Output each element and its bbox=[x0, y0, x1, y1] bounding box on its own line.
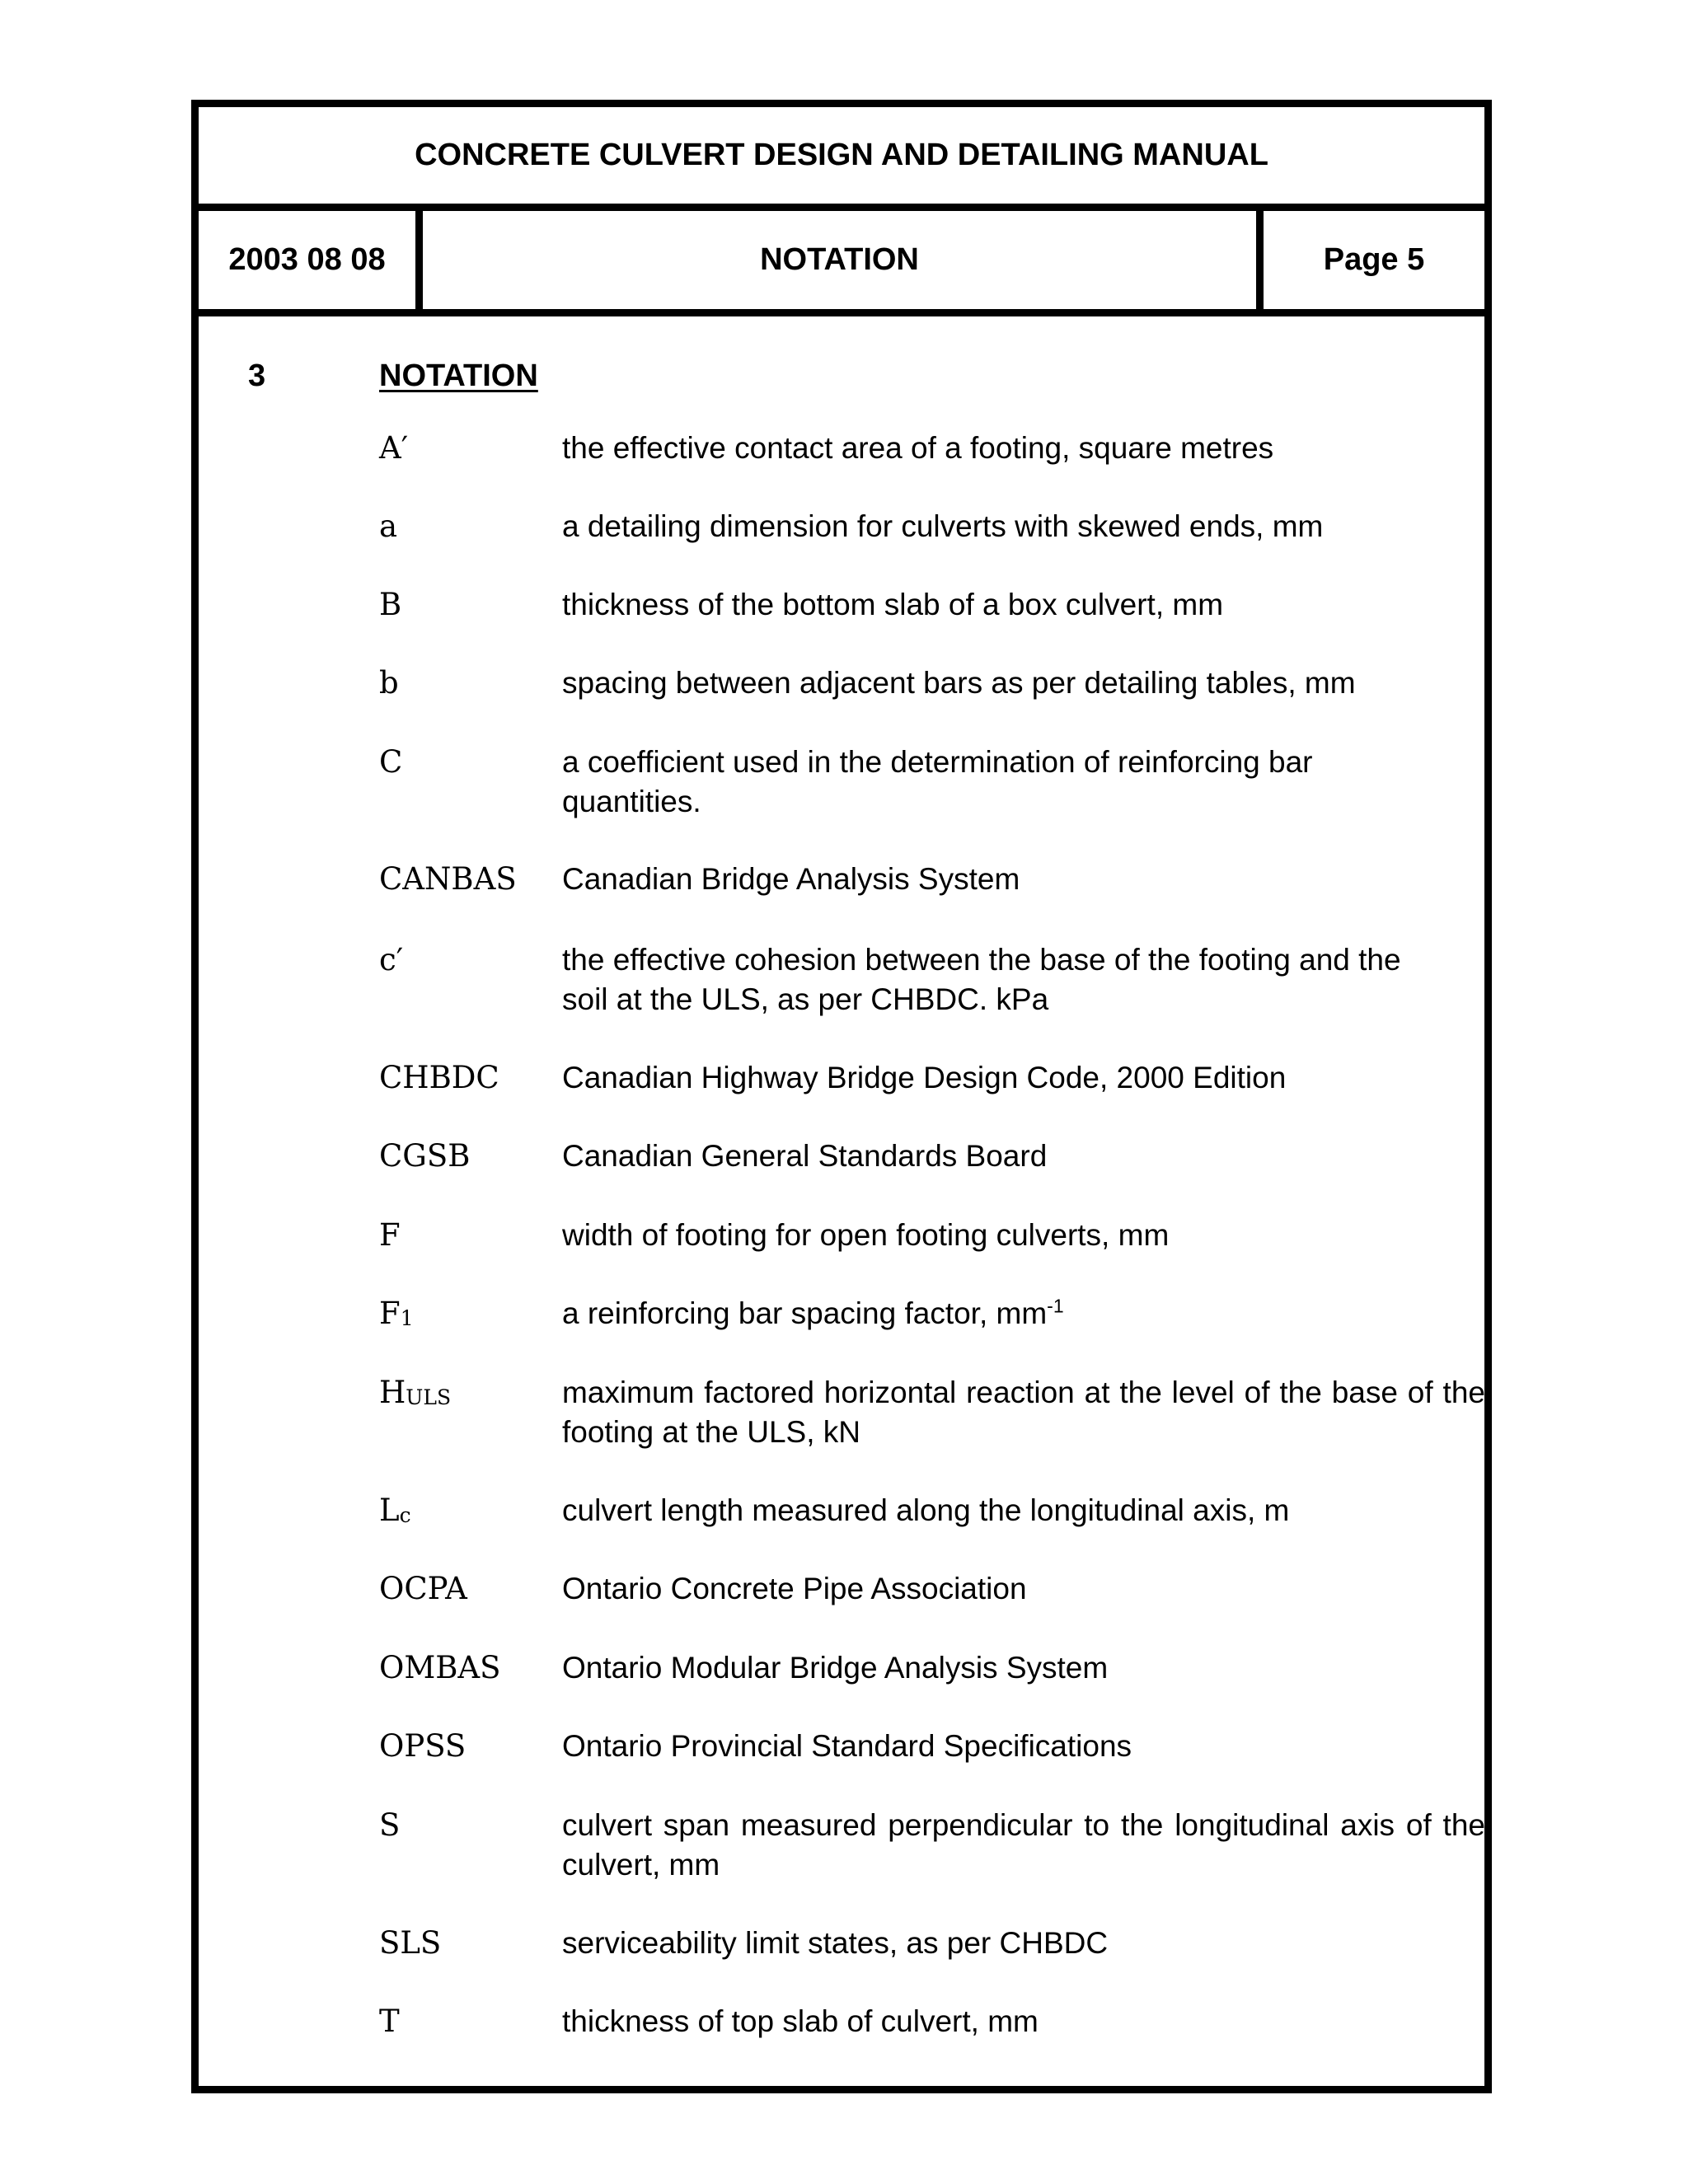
notation-definition: thickness of top slab of culvert, mm bbox=[562, 2004, 1039, 2038]
notation-symbol: CGSB bbox=[379, 1138, 471, 1174]
notation-definition: width of footing for open footing culverts, mm bbox=[562, 1218, 1170, 1252]
notation-symbol: T bbox=[379, 2004, 400, 2039]
notation-symbol: F1 bbox=[379, 1296, 414, 1331]
notation-definition: Ontario Modular Bridge Analysis System bbox=[562, 1651, 1109, 1685]
section-title: NOTATION bbox=[379, 359, 538, 393]
notation-symbol: OPSS bbox=[379, 1728, 467, 1764]
notation-symbol: A′ bbox=[379, 430, 409, 466]
notation-symbol: OMBAS bbox=[379, 1650, 501, 1685]
notation-symbol: S bbox=[379, 1807, 401, 1843]
notation-symbol: CHBDC bbox=[379, 1060, 499, 1095]
notation-definition: thickness of the bottom slab of a box culvert, mm bbox=[562, 588, 1224, 621]
notation-symbol: B bbox=[379, 587, 402, 622]
notation-symbol: OCPA bbox=[379, 1571, 467, 1606]
notation-definition: the effective cohesion between the base of the footing and the soil at the ULS, as per CHBDC. kPa bbox=[562, 943, 1401, 1016]
notation-definition: Canadian General Standards Board bbox=[562, 1139, 1048, 1173]
notation-definition: a reinforcing bar spacing factor, $mm^{-1}$ bbox=[562, 1295, 1064, 1330]
notation-symbol: CANBAS bbox=[379, 861, 517, 897]
header-row bbox=[199, 211, 1484, 316]
notation-definition: culvert length measured along the longitudinal axis, m bbox=[562, 1493, 1290, 1527]
notation-definition: a detailing dimension for culverts with skewed ends, mm bbox=[562, 509, 1324, 543]
notation-definition: Canadian Highway Bridge Design Code, 2000 Edition bbox=[562, 1061, 1287, 1094]
notation-definition: Canadian Bridge Analysis System bbox=[562, 862, 1020, 896]
manual-title: CONCRETE CULVERT DESIGN AND DETAILING MANUAL bbox=[199, 107, 1484, 211]
notation-symbol: c′ bbox=[379, 942, 404, 977]
notation-symbol: HULS bbox=[379, 1375, 452, 1410]
notation-definition: maximum factored horizontal reaction at the level of the base of the footing at the ULS, kN bbox=[562, 1376, 1485, 1449]
notation-definition: spacing between adjacent bars as per detailing tables, mm bbox=[562, 666, 1356, 700]
page-frame bbox=[191, 100, 1492, 2093]
notation-symbol: b bbox=[379, 665, 399, 701]
notation-definition: culvert span measured perpendicular to the longitudinal axis of the culvert, mm bbox=[562, 1808, 1485, 1882]
section-number: 3 bbox=[248, 359, 266, 393]
symbol-subscript: c bbox=[399, 1503, 411, 1527]
notation-definition: Ontario Provincial Standard Specifications bbox=[562, 1729, 1132, 1763]
notation-symbol: SLS bbox=[379, 1925, 442, 1961]
header-date: 2003 08 08 bbox=[199, 211, 423, 309]
notation-symbol: Lc bbox=[379, 1493, 411, 1528]
header-section: NOTATION bbox=[423, 211, 1264, 309]
notation-symbol: C bbox=[379, 744, 403, 780]
symbol-subscript: ULS bbox=[406, 1385, 452, 1409]
definition-superscript: -1 bbox=[1047, 1295, 1064, 1317]
notation-definition: the effective contact area of a footing, square metres bbox=[562, 431, 1274, 465]
header-page-number: Page 5 bbox=[1323, 242, 1425, 277]
notation-symbol: F bbox=[379, 1217, 401, 1253]
notation-definition: serviceability limit states, as per CHBDC bbox=[562, 1926, 1109, 1960]
symbol-subscript: 1 bbox=[400, 1306, 414, 1330]
notation-symbol: a bbox=[379, 509, 398, 544]
notation-definition: a coefficient used in the determination of reinforcing bar quantities. bbox=[562, 745, 1313, 818]
notation-definition: Ontario Concrete Pipe Association bbox=[562, 1572, 1027, 1605]
